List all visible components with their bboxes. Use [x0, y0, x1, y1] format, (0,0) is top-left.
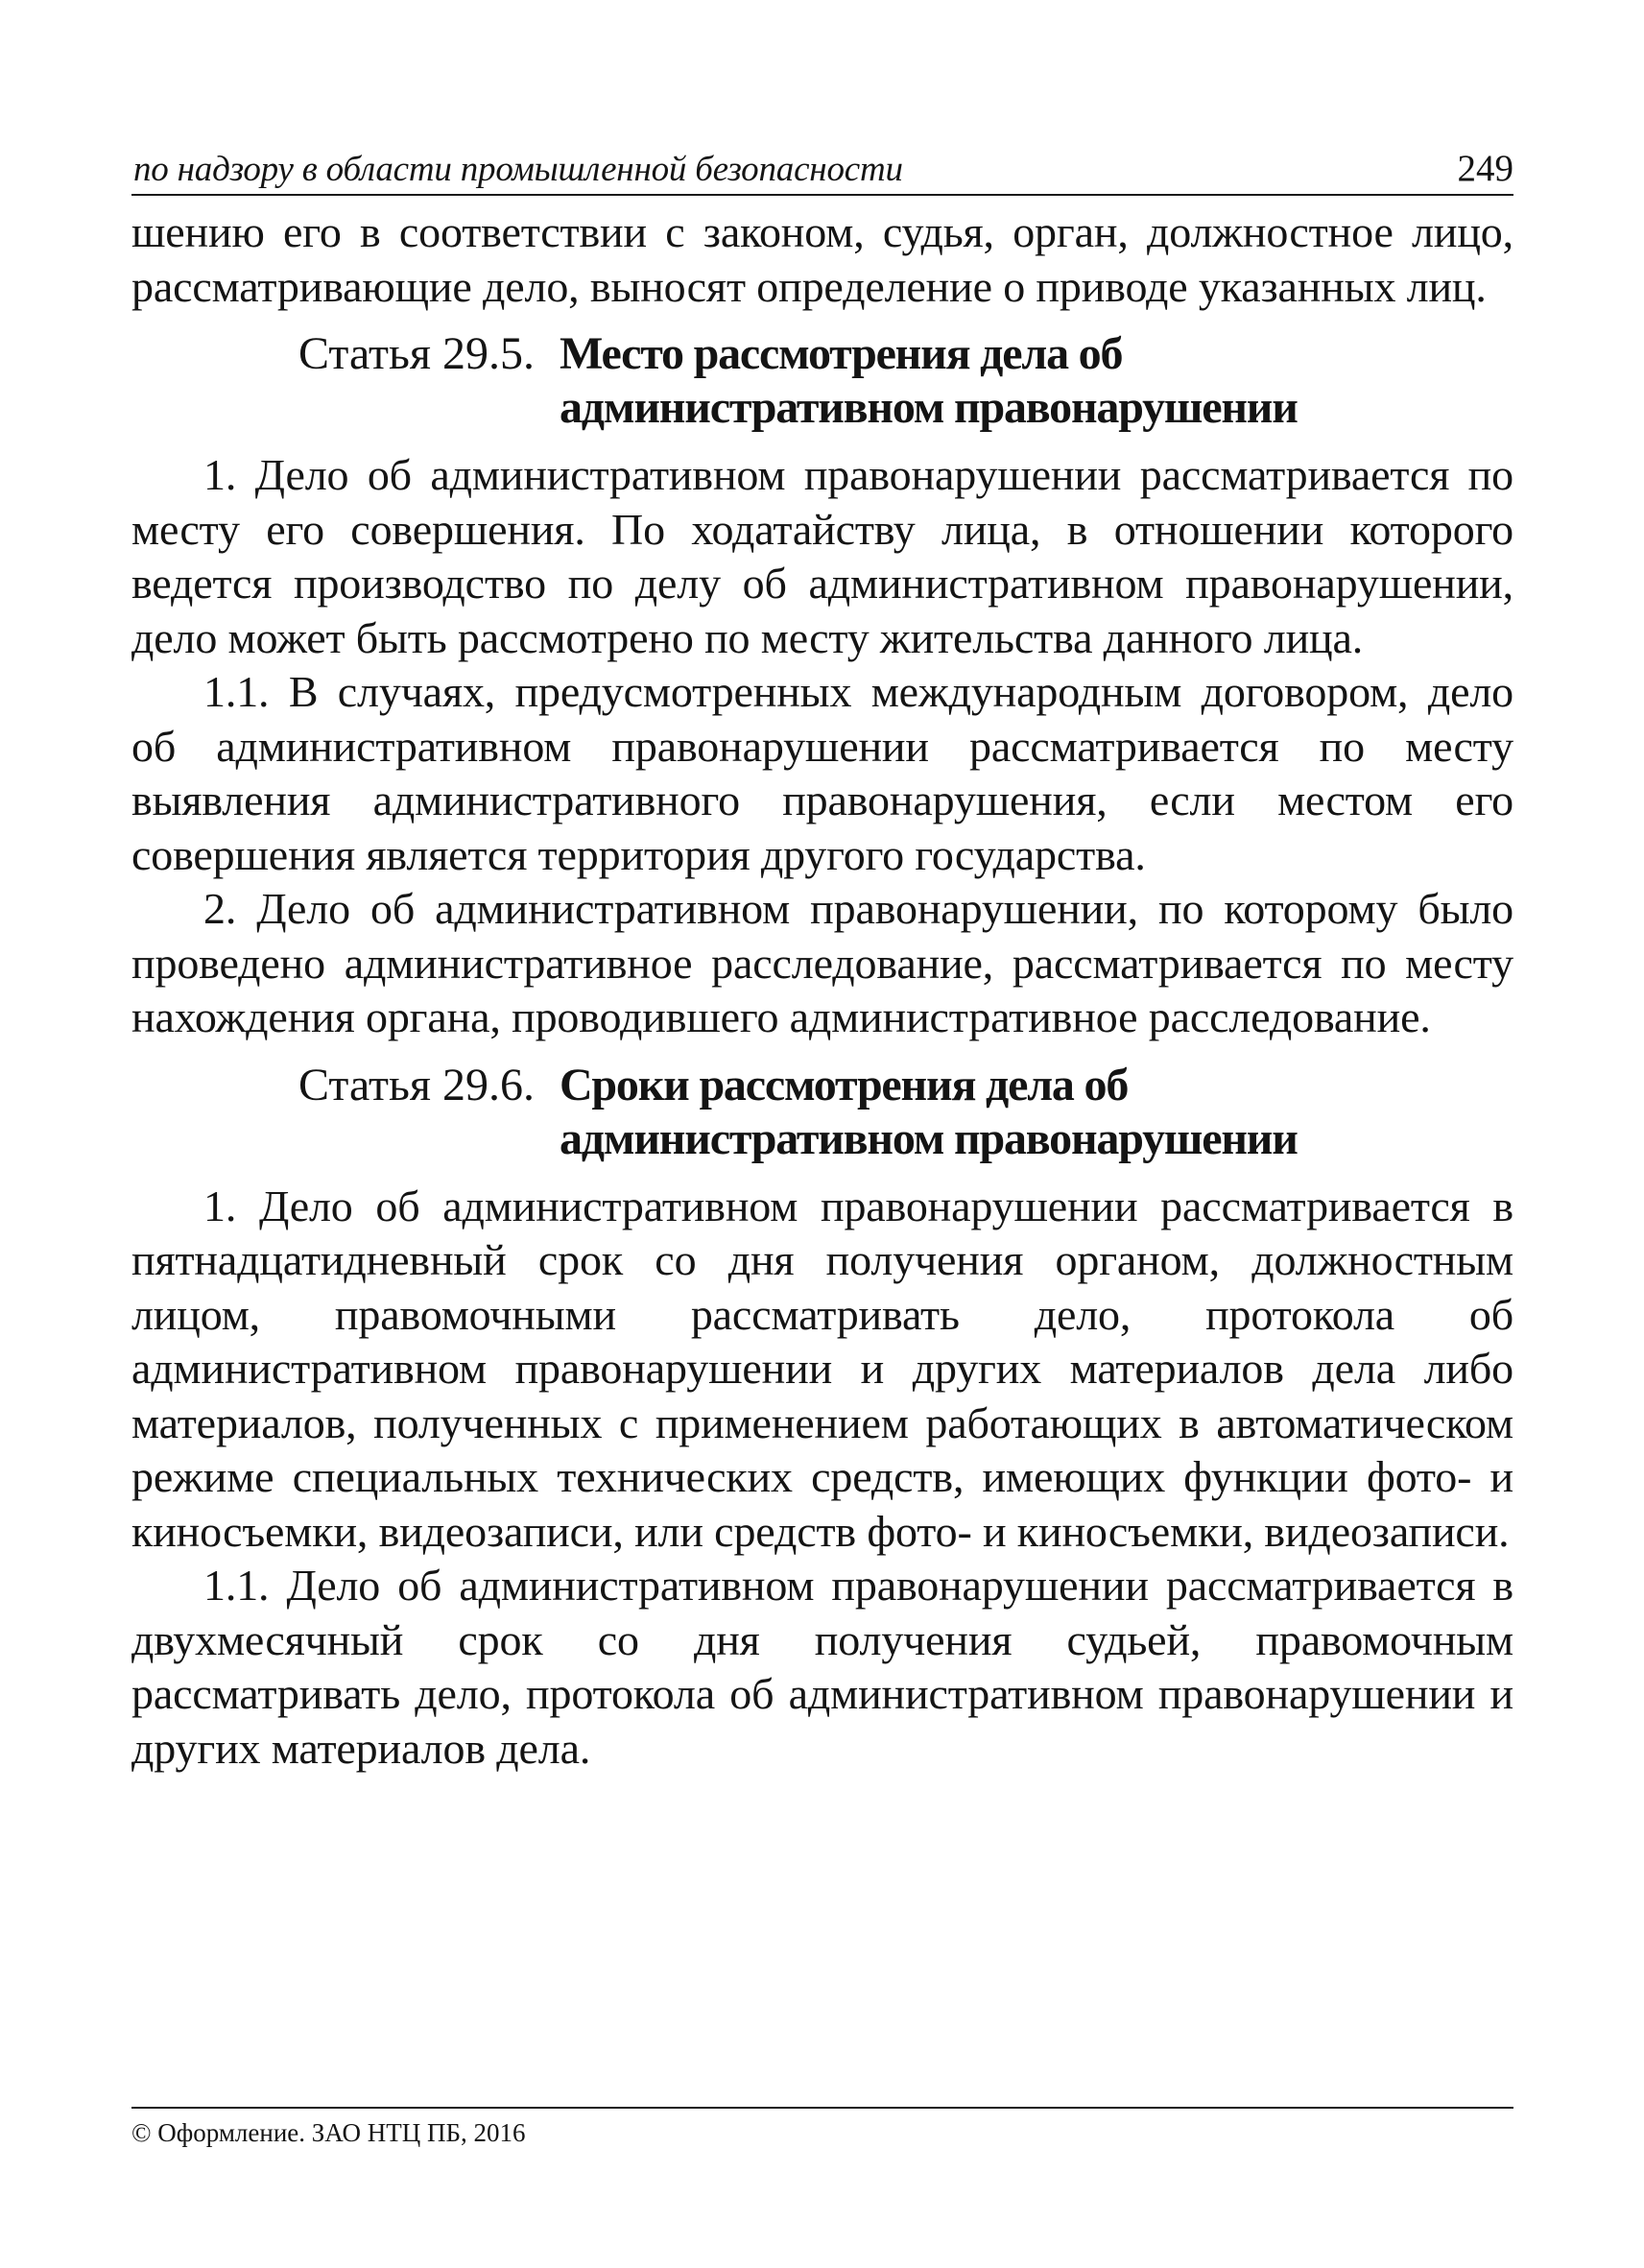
page-number: 249	[1457, 148, 1513, 189]
article-number: Статья 29.6.	[298, 1059, 535, 1110]
page-footer	[131, 2107, 1513, 2148]
running-title: по надзору в области промышленной безопасности	[133, 150, 903, 189]
document-page	[131, 144, 1513, 1776]
paragraph: 2. Дело об административном правонарушении, по которому было проведено административное расследование, рассматривается по месту нахождения органа, проводившего административное расследование.	[131, 884, 1513, 1041]
copyright-notice: © Оформление. ЗАО НТЦ ПБ, 2016	[131, 2118, 526, 2147]
paragraph: 1.1. В случаях, предусмотренных международным договором, дело об административном правонарушении рассматривается по месту выявления административного правонарушения, если местом его совершения является территория другого государства.	[131, 667, 1513, 879]
article-title: Место рассмотрения дела об административном правонарушении	[559, 328, 1298, 433]
body-text	[131, 205, 1513, 1776]
article-number: Статья 29.5.	[298, 328, 535, 379]
paragraph: 1. Дело об административном правонарушении рассматривается по месту его совершения. По ходатайству лица, в отношении которого ведется производство по делу об административном правонарушении, дело может быть рассмотрено по месту жительства данного лица.	[131, 450, 1513, 662]
paragraph: 1.1. Дело об административном правонарушении рассматривается в двухмесячный срок со дня получения судьей, правомочным рассматривать дело, протокола об административном правонарушении и других материалов дела.	[131, 1561, 1513, 1773]
paragraph-continuation: шению его в соответствии с законом, судья, орган, должностное лицо, рассматривающие дело, выносят определение о приводе указанных лиц.	[131, 207, 1513, 311]
article-heading-29-6	[131, 1059, 1513, 1166]
running-header	[131, 144, 1513, 196]
paragraph: 1. Дело об административном правонарушении рассматривается в пятнадцатидневный срок со дня получения органом, должностным лицом, правомочными рассматривать дело, протокола об административном правонарушении и других материалов дела либо материалов, полученных с применением работающих в автоматическом режиме специальных технических средств, имеющих функции фото- и киносъемки, видеозаписи, или средств фото- и киносъемки, видеозаписи.	[131, 1181, 1513, 1556]
article-heading-29-5	[131, 327, 1513, 435]
article-title: Сроки рассмотрения дела об административном правонарушении	[559, 1059, 1298, 1164]
